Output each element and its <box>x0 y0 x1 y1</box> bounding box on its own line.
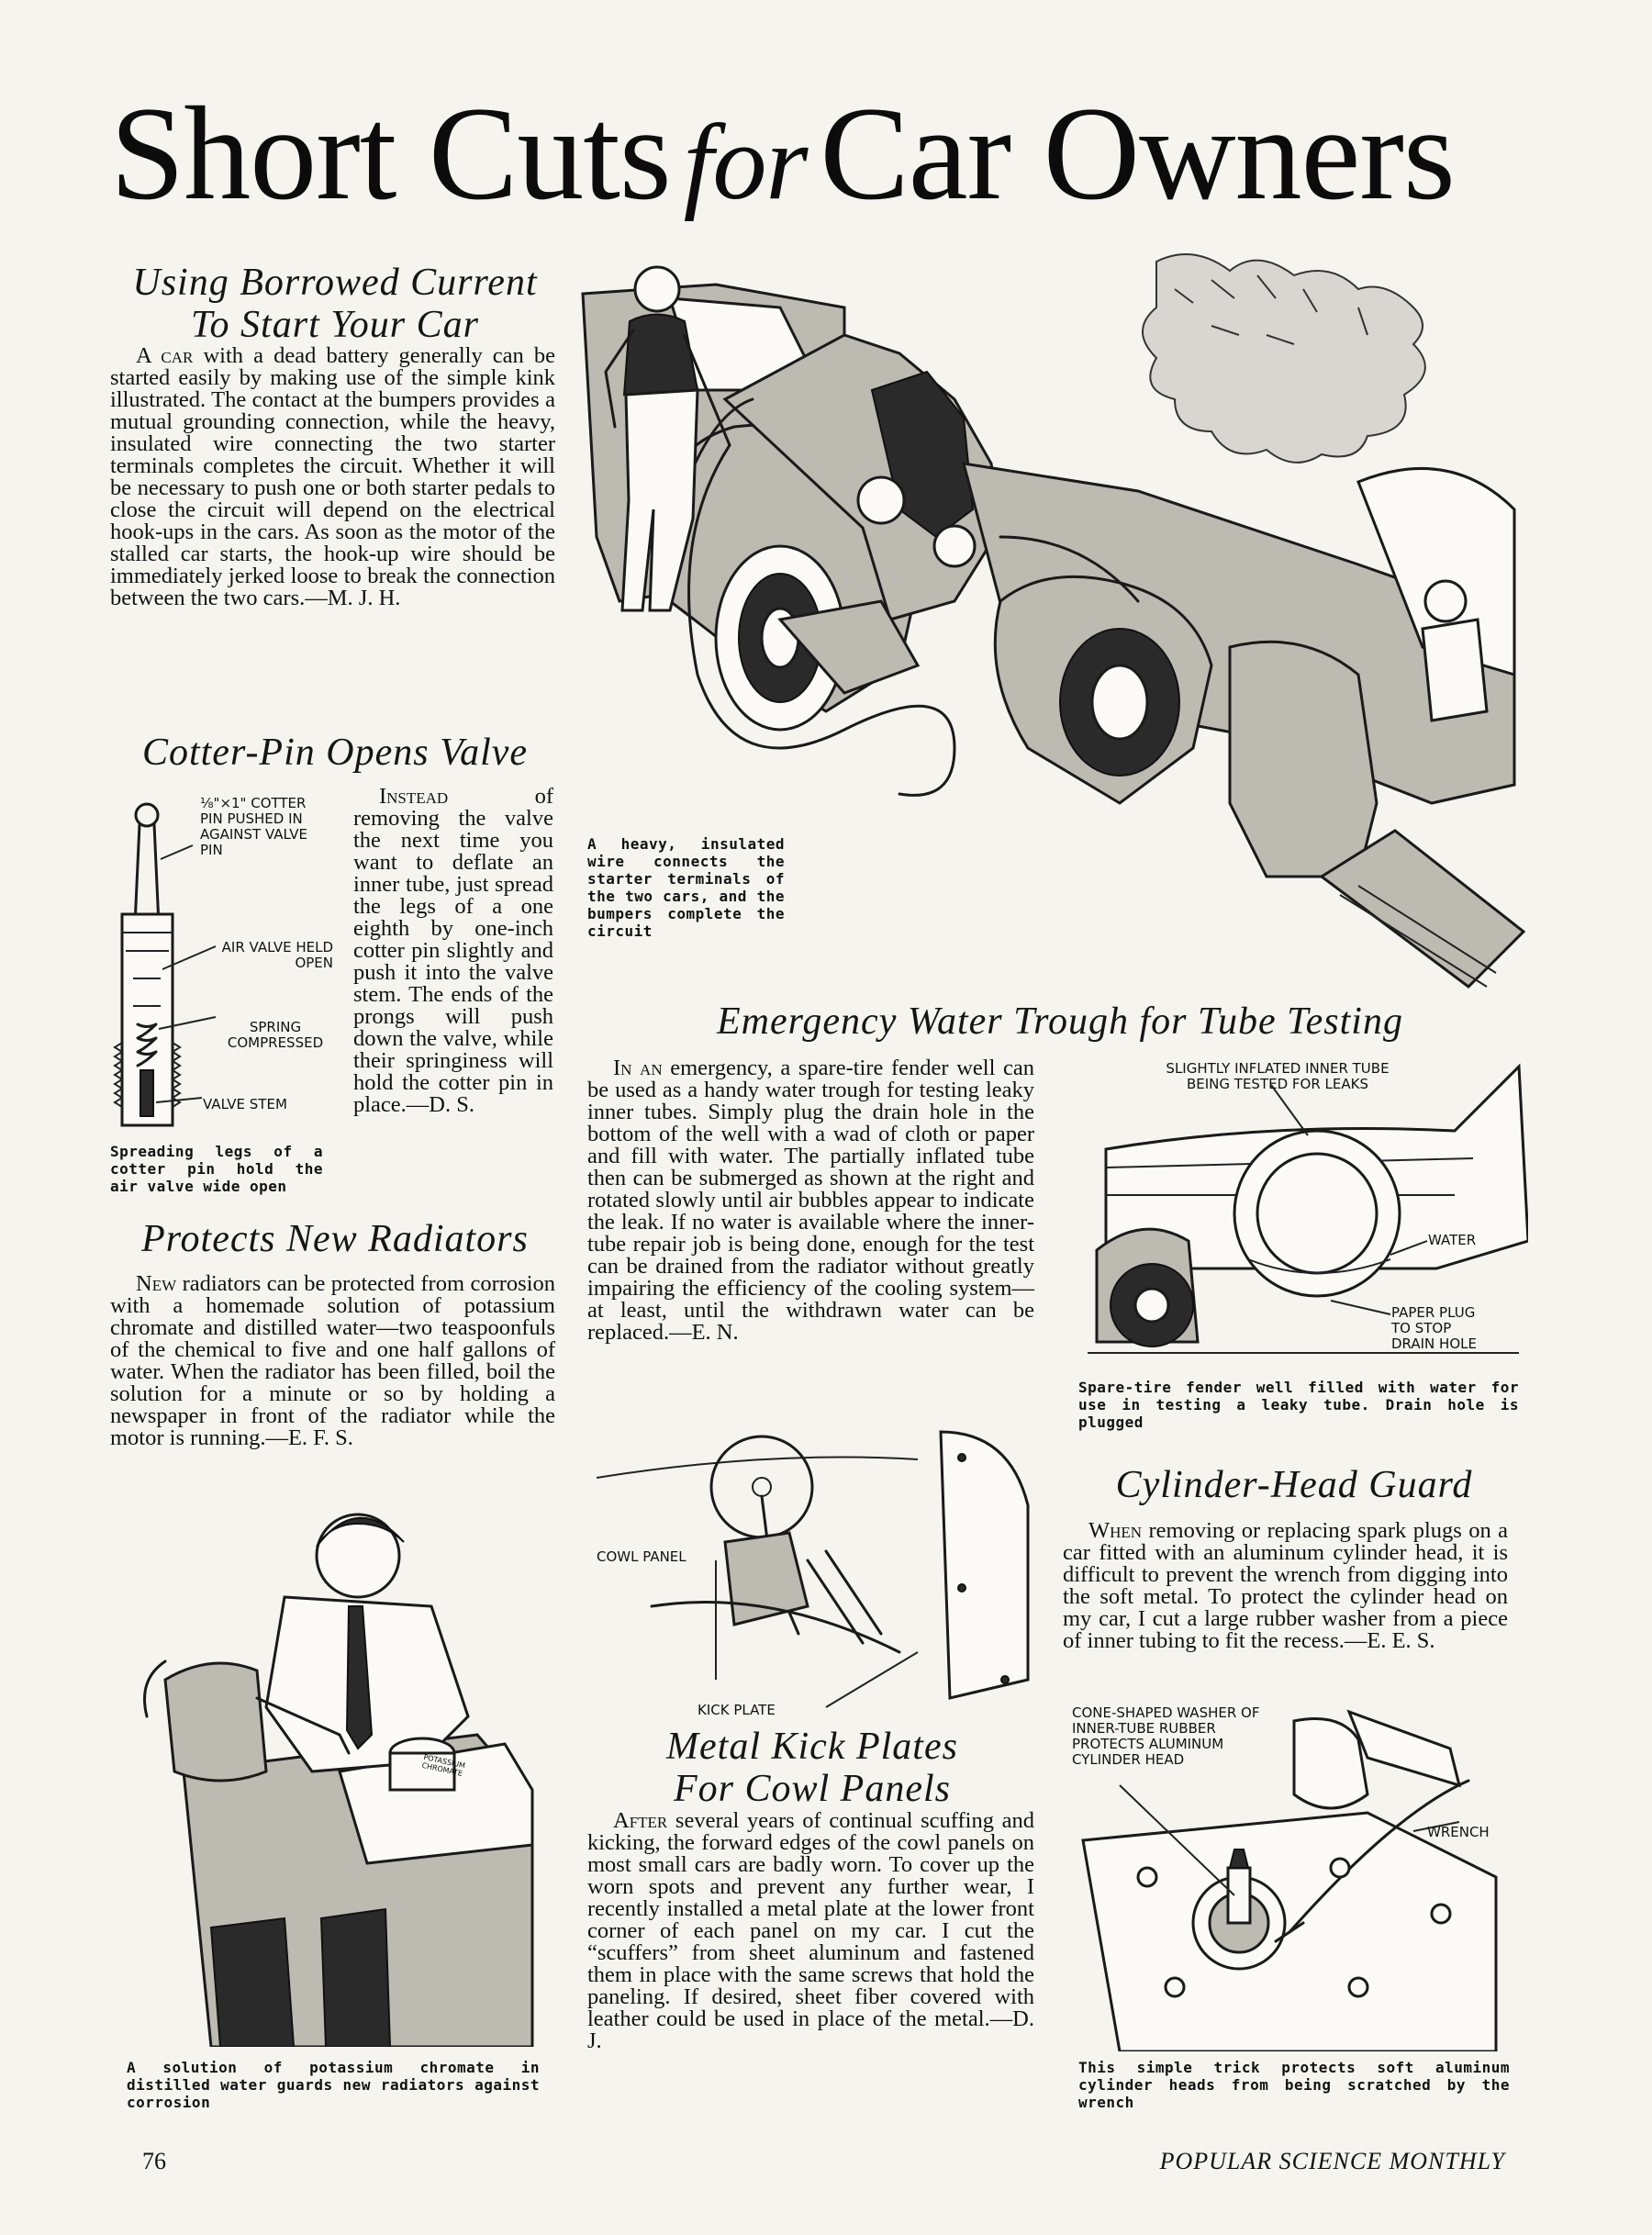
inner-tube-label: SLIGHTLY INFLATED INNER TUBE BEING TESTED FOR LEAKS <box>1166 1060 1390 1092</box>
page-number: 76 <box>142 2148 166 2174</box>
radiators-heading: Protects New Radiators <box>141 1218 529 1260</box>
kick-plates-heading <box>587 1726 1037 1810</box>
cowl-panel-label: COWL PANEL <box>597 1548 686 1565</box>
radiators-text: radiators can be protected from corrosion with a homemade solution of potassium chromate and distilled water—two teaspoonfuls of the chemical to five and one half gallons of water. When the radiator has been filled, boil the solution for a minute or so by holding a newspaper in front of the radiator while the motor is running.—E. F. S. <box>110 1271 556 1450</box>
valve-stem-label: VALVE STEM <box>203 1096 287 1112</box>
tree-foliage <box>1143 254 1425 463</box>
kick-plate-illustration <box>587 1423 1042 1716</box>
cylinder-head-caption: This simple trick protects soft aluminum cylinder heads from being scratched by the wrench <box>1078 2059 1510 2111</box>
cotter-pin-caption: Spreading legs of a cotter pin hold the air valve wide open <box>110 1143 323 1195</box>
water-trough-body <box>587 1057 1034 1344</box>
cylinder-head-body <box>1063 1520 1508 1652</box>
water-trough-heading: Emergency Water Trough for Tube Testing <box>717 1000 1403 1043</box>
borrowed-current-heading-line1: Using Borrowed Current <box>132 262 538 304</box>
water-trough-text: emergency, a spare-tire fender well can be used as a handy water trough for testing leaky inner tubes. Simply plug the drain hole in the bottom of the well with a wad of cloth or paper and fill with water. The partially inflated tube then can be submerged as shown at the right and rotated slowly until air bubbles appear to indicate the leak. If no water is available where the inner-tube repair job is being done, enough for the test can be drained from the radiator without greatly impairing the efficiency of the cooling system—at least, until the withdrawn water can be replaced.—E. N. <box>587 1056 1034 1345</box>
cotter-pin-heading: Cotter-Pin Opens Valve <box>141 732 529 774</box>
kick-plates-lead: After <box>613 1808 668 1833</box>
radiator-illustration <box>128 1496 541 2047</box>
cylinder-head-heading: Cylinder-Head Guard <box>1115 1464 1473 1506</box>
kick-plates-heading-line1: Metal Kick Plates <box>666 1726 958 1768</box>
radiators-caption: A solution of potassium chromate in distilled water guards new radiators against corrosion <box>127 2059 540 2111</box>
borrowed-current-heading-line2: To Start Your Car <box>191 304 479 346</box>
radiators-body <box>110 1273 555 1449</box>
kick-plates-body <box>587 1810 1034 2052</box>
water-trough-lead: In an <box>613 1056 663 1080</box>
cylinder-head-text: removing or replacing spark plugs on a car fitted with an aluminum cylinder head, it is difficult to prevent the wrench from digging into the soft metal. To protect the cylinder head on my car, I cut a large rubber washer from a piece of inner tubing to fit the recess.—E. E. S. <box>1063 1518 1508 1653</box>
water-label: WATER <box>1428 1232 1477 1248</box>
title-part2: Car Owners <box>820 79 1455 228</box>
kick-plates-heading-line2: For Cowl Panels <box>673 1768 951 1810</box>
chromate-can-label: POTASSIUM CHROMATE <box>420 1752 466 1778</box>
water-trough-caption: Spare-tire fender well filled with water for use in testing a leaky tube. Drain hole is plugged <box>1078 1379 1519 1431</box>
cotter-pin-body <box>353 786 553 1116</box>
washer-label: CONE-SHAPED WASHER OF INNER-TUBE RUBBER PROTECTS ALUMINUM CYLINDER HEAD <box>1072 1704 1260 1768</box>
title-part1: Short Cuts <box>110 79 671 228</box>
radiators-lead: New <box>136 1271 177 1296</box>
cylinder-head-lead: When <box>1088 1518 1143 1543</box>
title-for: for <box>683 102 808 222</box>
borrowed-current-body <box>110 345 555 609</box>
paper-plug-label: PAPER PLUG TO STOP DRAIN HOLE <box>1391 1304 1477 1352</box>
cotter-pin-lead: Instead <box>379 784 449 809</box>
borrowed-current-lead: A car <box>136 343 194 368</box>
cotter-pin-text: of removing the valve the next time you want to deflate an inner tube, just spread the legs of a one eighth by one-inch cotter pin slightly and push it into the valve stem. The ends of the prongs will push down the valve, while their springiness will hold the cotter pin in place.—D. S. <box>353 784 553 1117</box>
borrowed-current-caption: A heavy, insulated wire connects the starter terminals of the two cars, and the bumpers complete the circuit <box>587 835 785 940</box>
page-title <box>110 79 1542 228</box>
magazine-name: POPULAR SCIENCE MONTHLY <box>1159 2148 1505 2174</box>
kick-plates-text: several years of continual scuffing and kicking, the forward edges of the cowl panels on most small cars are badly worn. To cover up the worn spots and prevent any further wear, I recently installed a metal plate at the lower front corner of each panel on my car. I cut the “scuffers” from sheet aluminum and fastened them in place with the same screws that hold the paneling. If desired, sheet fiber covered with leather could be used in place of the metal.—D. J. <box>587 1808 1035 2053</box>
borrowed-current-heading <box>110 262 560 346</box>
air-valve-label: AIR VALVE HELD OPEN <box>221 939 333 971</box>
kick-plate-label: KICK PLATE <box>698 1702 776 1718</box>
spring-label: SPRING COMPRESSED <box>227 1019 324 1051</box>
wrench-label: WRENCH <box>1427 1824 1490 1840</box>
borrowed-current-text: with a dead battery generally can be started easily by making use of the simple kink illustrated. The contact at the bumpers provides a mutual grounding connection, while the heavy, insulated wire connecting the two starter terminals completes the circuit. Whether it will be necessary to push one or both starter pedals to close the circuit will depend on the electrical hook-ups in the cars. As soon as the motor of the stalled car starts, the hook-up wire should be immediately jerked loose to break the connection between the two cars.—M. J. H. <box>110 343 556 610</box>
cotter-pin-label: ⅛"×1" COTTER PIN PUSHED IN AGAINST VALVE PIN <box>200 795 307 858</box>
